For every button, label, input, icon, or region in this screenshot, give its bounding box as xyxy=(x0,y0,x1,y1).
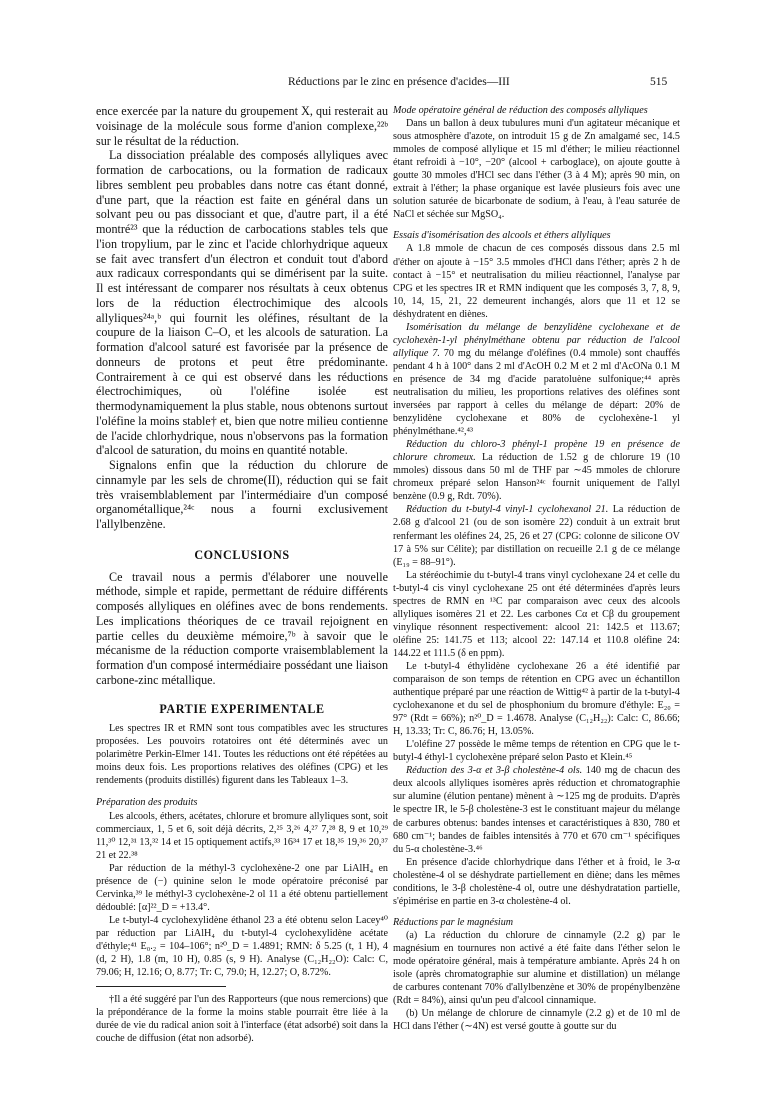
magnesium-heading: Réductions par le magnésium xyxy=(393,916,514,928)
experimental-heading: PARTIE EXPERIMENTALE xyxy=(159,701,325,716)
paragraph xyxy=(393,503,680,568)
paragraph-lead: Réduction du t-butyl-4 vinyl-1 cyclohexanol 21. xyxy=(406,504,609,516)
paragraph: La dissociation préalable des composés allyliques avec formation de carbocations, ou la formation de radicaux libres semblent peu probables dans notre cas étant donné, d'une part, que la réaction est faite en général dans un solvant peu ou pas dissociant et que, d'autre part, il a été montré²³ que la réduction de carbocations stables tels que l'ion tropylium, par le zinc et l'acide chlorhydrique aqueux se fait avec transfert d'un électron et conduit tout d'abord aux radicaux correspondants qui se dimérisent par la suite. Il est intéressant de comparer nos résultats à ceux obtenus lors de la réduction électrochimique des alcools allyliques²⁴ᵃ,ᵇ qui fournit les oléfines, résultant de la coupure de la liaison C–O, et les alcools de saturation. La formation d'alcool saturé est favorisée par la présence de donneurs de protons et peut être prédominante. Contrairement à ce qui est observé dans les réductions électrochimiques, où l'oléfine isolée est thermodynamiquement la plus stable, nous obtenons surtout l'oléfine la moins stable† et, bien que notre milieu contienne de l'acide chlorhydrique, nous n'observons pas la formation d'alcool de saturation, du moins en quantité notable. xyxy=(96,148,388,458)
procedure-heading: Mode opératoire général de réduction des composés allyliques xyxy=(393,105,648,116)
paragraph-lead: Isomérisation du mélange de benzylidène cyclohexane et de cyclohexèn-1-yl phénylméthane obtenu par réduction de l'alcool allylique 7. xyxy=(393,321,680,359)
paragraph: Ce travail nous a permis d'élaborer une nouvelle méthode, simple et rapide, permettant de réduire différents composés allyliques en oléfines avec de bons rendements. Les implications théoriques de ce travail rejoignent en partie celles du deuxième mémoire,⁷ᵇ à savoir que le mécanisme de la réduction comporte vraisemblablement la formation d'un composé intermédiaire possédant une liaison carbone-zinc métallique. xyxy=(96,569,388,687)
preparation-heading: Préparation des produits xyxy=(96,797,198,809)
running-title: Réductions par le zinc en présence d'acides—III xyxy=(288,76,510,88)
page-number: 515 xyxy=(650,76,668,88)
paragraph: Le t-butyl-4 cyclohexylidène éthanol 23 a été obtenu selon Lacey⁴⁰ par réduction par LiAlH₄ du t-butyl-4 cyclohexylidène acétate d'éthyle;⁴¹ E₀.₂ = 104–106°; n²⁰_D = 1.4891; RMN: δ 5.25 (t, 1 H), 4 (d, 2 H), 1.8 (m, 10 H), 0.85 (s, 9 H). Analyse (C₁₂H₂₂O): Calc: C, 79.06; H, 12.16; O, 8.77; Tr: C, 79.0; H, 12.27; O, 8.72%. xyxy=(96,914,388,979)
paragraph xyxy=(393,764,680,855)
right-column xyxy=(393,104,680,1033)
paragraph-lead: Réduction du chloro-3 phényl-1 propène 19 en présence de chlorure chromeux. xyxy=(393,439,680,464)
footnote-rule xyxy=(96,986,226,987)
paragraph: En présence d'acide chlorhydrique dans l'éther et à froid, le 3-α cholestène-4 ol se déshydrate partiellement en diène; dans les mêmes conditions, le 3-β cholestène-4 ol, outre une déshydratation partielle, s'épimérise en partie en 3-α cholestène-4 ol. xyxy=(393,856,680,907)
isomerisation-heading: Essais d'isomérisation des alcools et éthers allyliques xyxy=(393,230,611,242)
paragraph: (b) Un mélange de chlorure de cinnamyle (2.2 g) et de 10 ml de HCl dans l'éther (∼4N) est versé goutte à goutte sur du xyxy=(393,1008,680,1033)
conclusions-heading: CONCLUSIONS xyxy=(194,547,290,562)
paragraph: Signalons enfin que la réduction du chlorure de cinnamyle par les sels de chrome(II), réduction qui se fait très vraisemblablement par l'intermédiaire d'un composé organométallique,²⁴ᶜ nous a fourni exclusivement l'allylbenzène. xyxy=(96,458,388,531)
paragraph: Les alcools, éthers, acétates, chlorure et bromure allyliques sont, soit commerciaux, 1, 5 et 6, soit déjà décrits, 2,²⁵ 3,²⁶ 4,²⁷ 7,²⁸ 8, 9 et 10,²⁹ 11,³⁰ 12,³¹ 13,³² 14 et 15 optiquement actifs,³³ 16³⁴ 17 et 18,³⁵ 19,³⁶ 20,³⁷ 21 et 22.³⁸ xyxy=(96,810,388,861)
paragraph: La stéréochimie du t-butyl-4 trans vinyl cyclohexane 24 et celle du t-butyl-4 cis vinyl cyclohexane 25 ont été déterminées d'après leurs spectres de RMN en ¹³C par comparaison avec ceux des alcools allyliques isomères 21 et 22. Les carbones Cα et Cβ du groupement vinylique résonnent respectivement: alcool 21: 142.5 et 113.67; oléfine 25: 141.75 et 113; alcool 22: 147.14 et 110.8 oléfine 24: 144.22 et 111.5 (δ en ppm). xyxy=(393,569,680,659)
paragraph-body: 70 mg du mélange d'oléfines (0.4 mmole) sont chauffés pendant 4 h à 100° dans 2 ml d'AcOH 0.2 M et 2 ml d'AcONa 0.1 M en présence de 34 mg d'acide paratoluène sulfonique;⁴⁴ après neutralisation du milieu, les proportions relatives des oléfines sont inversées par rapport à celles du mélange de départ: 20% de benzylidène cyclohexane et 80% de cyclohexène-1 yl phénylméthane.⁴²,⁴³ xyxy=(393,347,680,438)
paragraph-lead: Réduction des 3-α et 3-β cholestène-4 ols. xyxy=(406,765,583,777)
paragraph: (a) La réduction du chlorure de cinnamyle (2.2 g) par le magnésium en tournures non activé a été faite dans l'éther selon le mode opératoire général, mais à température ambiante. Après 24 h on isole (après chromatographie sur alumine et distillation) un mélange de carbures contenant 70% d'allylbenzène et 30% de propénylbenzène (Rdt = 84%), ainsi qu'un peu d'alcool cinnamique. xyxy=(393,929,680,1007)
running-header xyxy=(0,76,768,94)
paragraph xyxy=(393,321,680,438)
paragraph: Dans un ballon à deux tubulures muni d'un agitateur mécanique et sous atmosphère d'azote, on introduit 15 g de Zn amalgamé sec, 14.5 mmoles de composé allylique et 15 ml d'éther; le milieu réactionnel étant refroidi à −10°, −20° (alcool + carboglace), on ajoute goutte à goutte 30 mmoles d'HCl sec dans l'éther (3 à 4 M); après 90 min, on extrait à l'éther; la phase organique est lavée plusieurs fois avec une solution saturée de bicarbonate de sodium, à l'eau, à l'eau saturée de NaCl et séchée sur MgSO₄. xyxy=(393,118,680,221)
paragraph-body: La réduction de 1.52 g de chlorure 19 (10 mmoles) dissous dans 50 ml de THF par ∼45 mmoles de chlorure chromeux préparé selon Hanson²⁴ᶜ fournit uniquement de l'allyl benzène (0.9 g, Rdt. 70%). xyxy=(393,452,680,503)
paragraph: ence exercée par la nature du groupement X, qui resterait au voisinage de la molécule sous forme d'anion complexe,²²ᵇ sur le résultat de la réduction. xyxy=(96,104,388,148)
paragraph: A 1.8 mmole de chacun de ces composés dissous dans 2.5 ml d'éther on ajoute à −15° 3.5 mmoles d'HCl dans l'éther; après 2 h de contact à −15° et neutralisation du milieu réactionnel, l'analyse par CPG et les spectres IR et RMN indiquent que les composés 3, 7, 8, 9, 10, 14, 15, 21, 22 demeurent inchangés, alors que 11 et 12 se déshydratent en diènes. xyxy=(393,243,680,320)
paragraph-body: La réduction de 2.68 g d'alcool 21 (ou de son isomère 22) conduit à un extrait brut renfermant les oléfines 24, 25, 26 et 27 (CPG: colonne de silicone OV 17 à 5% sur Célite); par distillation on recueille 2.1 g de ce mélange (E₁₉ = 88–91°). xyxy=(393,504,680,568)
paragraph: Le t-butyl-4 éthylidène cyclohexane 26 a été identifié par comparaison de son temps de rétention en CPG avec un échantillon authentique préparé par une réaction de Wittig⁴² à partir de la t-butyl-4 cyclohexanone et du sel de phosphonium du bromure d'éthyle: E₂₀ = 97° (Rdt = 66%); n²⁰_D = 1.4678. Analyse (C₁₂H₂₂): Calc: C, 86.66; H, 13.33; Tr: C, 86.76; H, 13.05%. xyxy=(393,660,680,738)
paragraph-body: 140 mg de chacun des deux alcools allyliques isomères après réduction et chromatographie sur alumine (élution pentane) mènent à ∼125 mg de produits. D'après le spectre IR, le 5-β cholestène-3 est le constituant majeur du mélange de carbures obtenus: bandes intenses et caractéristiques à 830, 780 et 680 cm⁻¹; bandes de faibles intensités à 770 et 670 cm⁻¹ spécifiques du 5-α cholestène-3.⁴⁶ xyxy=(393,765,681,855)
paragraph: L'oléfine 27 possède le même temps de rétention en CPG que le t-butyl-4 éthyl-1 cyclohexène préparé selon Pasto et Klein.⁴⁵ xyxy=(393,739,680,764)
paragraph: Par réduction de la méthyl-3 cyclohexène-2 one par LiAlH₄ en présence de (−) quinine selon le mode opératoire préconisé par Cervinka,³⁹ le méthyl-3 cyclohexène-2 ol 11 a été obtenu partiellement dédoublé: [α]²²_D = +13.4°. xyxy=(96,862,388,913)
footnote: †Il a été suggéré par l'un des Rapporteurs (que nous remercions) que la prépondérance de la forme la moins stable pourrait être liée à la durée de vie du radical anion soit à l'interface (état adsorbé) soit dans la couche de diffusion (état non adsorbé). xyxy=(96,994,388,1045)
paragraph: Les spectres IR et RMN sont tous compatibles avec les structures proposées. Les pouvoirs rotatoires ont été déterminés avec un polarimètre Perkin-Elmer 141. Toutes les réductions ont été répétées au moins deux fois. Les proportions relatives des oléfines (CPG) et les rendements (produits distillés) figurent dans les Tableaux 1–3. xyxy=(96,723,388,787)
left-column xyxy=(96,104,388,1045)
paragraph xyxy=(393,438,680,503)
